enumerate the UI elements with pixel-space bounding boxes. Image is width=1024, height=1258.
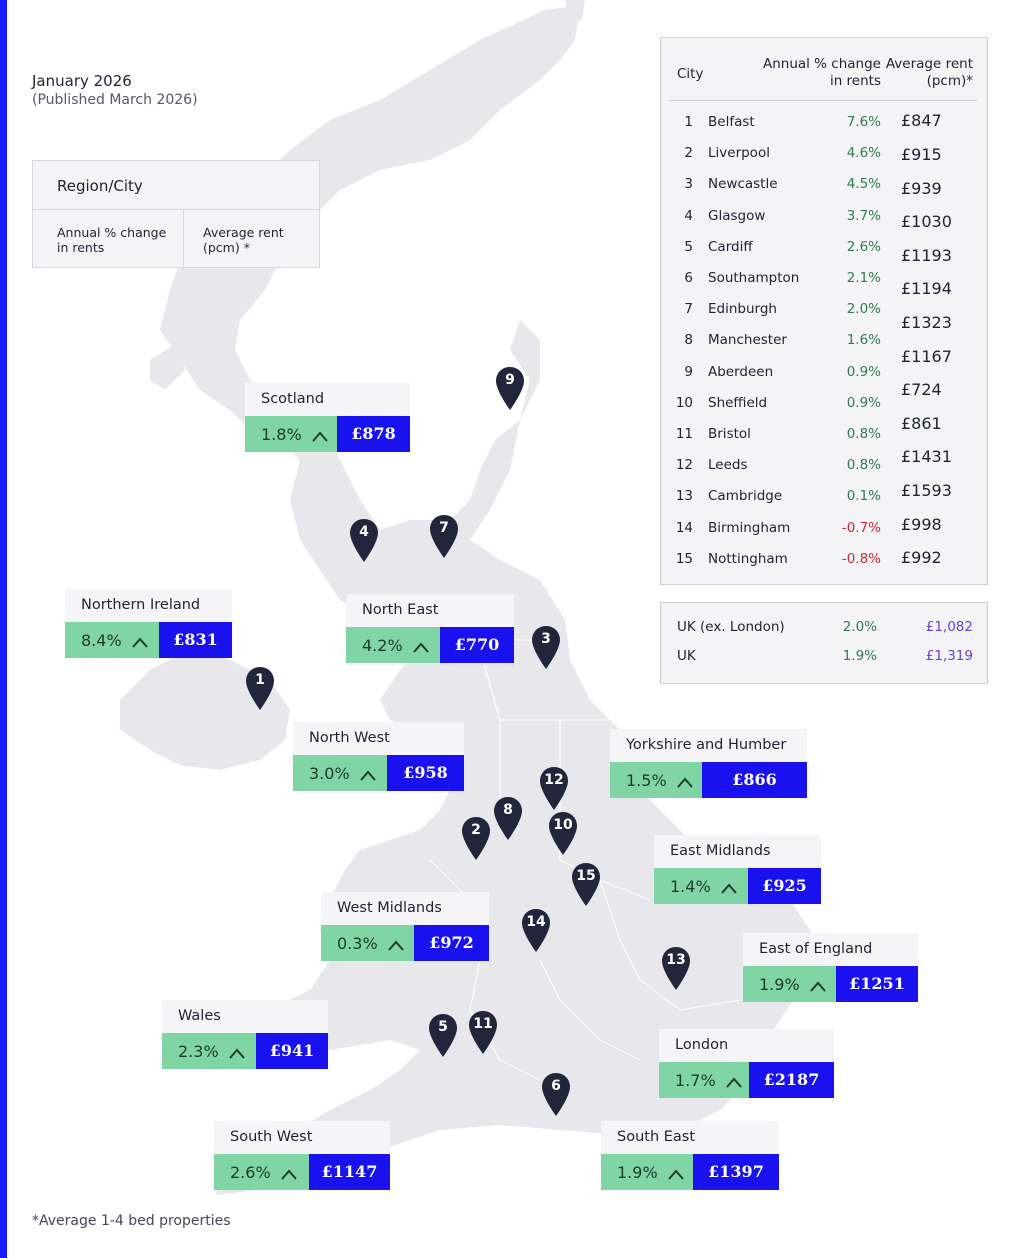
city-pin[interactable]	[538, 766, 570, 812]
city-change: 1.6%	[846, 332, 881, 349]
city-pin[interactable]	[460, 816, 492, 862]
city-change: 2.1%	[846, 270, 881, 286]
legend-annual-label: Annual % change in rents	[57, 225, 167, 255]
region-rent: £770	[440, 627, 514, 663]
city-rank: 1	[684, 114, 693, 130]
region-change	[293, 755, 387, 791]
region-change-value: 3.0%	[309, 764, 350, 783]
region-change-value: 1.7%	[675, 1071, 716, 1090]
uk-summary-row	[661, 648, 987, 672]
region-name: Yorkshire and Humber	[610, 729, 807, 762]
region-change-value: 0.3%	[337, 934, 378, 953]
pin-number: 13	[666, 952, 686, 968]
pin-number: 6	[551, 1078, 561, 1094]
region-rent: £1147	[309, 1154, 390, 1190]
city-rank: 12	[675, 457, 693, 474]
city-rank: 11	[675, 426, 693, 442]
pin-number: 4	[359, 524, 369, 540]
region-rent: £2187	[749, 1062, 834, 1098]
city-table-header	[661, 38, 987, 102]
legend-divider	[183, 209, 184, 269]
region-change	[601, 1154, 693, 1190]
city-table	[660, 37, 988, 585]
city-rent: £1030	[901, 212, 952, 231]
city-pin[interactable]	[547, 811, 579, 857]
city-rank: 10	[675, 394, 693, 411]
city-name: Leeds	[708, 457, 748, 474]
region-change	[321, 925, 414, 961]
up-arrow-icon	[677, 773, 693, 792]
city-rent: £915	[901, 145, 942, 164]
up-arrow-icon	[229, 1044, 245, 1063]
city-rent: £1193	[901, 246, 952, 265]
up-arrow-icon	[413, 638, 429, 657]
pin-number: 8	[503, 802, 513, 818]
city-rank: 6	[684, 270, 693, 286]
region-name: West Midlands	[321, 892, 489, 925]
city-change: -0.8%	[841, 550, 881, 567]
city-change: 4.5%	[846, 176, 881, 193]
region-name: Scotland	[245, 383, 410, 416]
region-rent: £831	[159, 622, 232, 658]
region-change	[214, 1154, 309, 1190]
city-rent: £992	[901, 548, 942, 567]
region-name: South East	[601, 1121, 779, 1154]
region-change	[743, 966, 836, 1002]
region-change	[65, 622, 159, 658]
col-city-header: City	[677, 66, 704, 82]
city-pin[interactable]	[520, 908, 552, 954]
city-rent: £724	[901, 380, 942, 399]
pin-number: 11	[473, 1016, 493, 1032]
city-rank: 4	[684, 207, 693, 224]
region-change-value: 1.4%	[670, 877, 711, 896]
region-name: North East	[346, 594, 514, 627]
region-name: East Midlands	[654, 835, 821, 868]
city-rank: 2	[684, 145, 693, 162]
up-arrow-icon	[721, 879, 737, 898]
region-change	[659, 1062, 749, 1098]
pin-number: 2	[471, 822, 481, 838]
city-rank: 15	[675, 550, 693, 567]
city-rank: 3	[684, 176, 693, 193]
table-divider	[669, 100, 977, 101]
city-rent: £1194	[901, 279, 952, 298]
region-name: North West	[293, 722, 464, 755]
city-pin[interactable]	[244, 666, 276, 712]
region-change-value: 1.9%	[617, 1163, 658, 1182]
city-name: Bristol	[708, 426, 751, 442]
city-change: 4.6%	[846, 145, 881, 162]
city-rent: £1593	[901, 481, 952, 500]
region-rent: £866	[702, 762, 807, 798]
city-rent: £998	[901, 515, 942, 534]
city-name: Aberdeen	[708, 363, 774, 380]
legend-title: Region/City	[57, 177, 143, 195]
city-name: Nottingham	[708, 550, 788, 567]
uk-summary-rent: £1,082	[925, 619, 973, 635]
city-name: Belfast	[708, 114, 755, 130]
region-change	[245, 416, 337, 452]
pin-number: 9	[505, 372, 515, 388]
city-rent: £939	[901, 179, 942, 198]
region-change	[610, 762, 702, 798]
region-change	[346, 627, 440, 663]
region-change	[654, 868, 748, 904]
city-pin[interactable]	[660, 946, 692, 992]
region-change	[162, 1033, 256, 1069]
uk-summary-name: UK	[677, 648, 696, 664]
pin-number: 12	[544, 772, 564, 788]
city-rent: £1323	[901, 313, 952, 332]
city-name: Cardiff	[708, 238, 753, 255]
region-rent: £972	[414, 925, 489, 961]
legend-box	[32, 160, 320, 268]
pin-number: 3	[541, 631, 551, 647]
pin-number: 1	[255, 672, 265, 688]
up-arrow-icon	[810, 977, 826, 996]
city-name: Edinburgh	[708, 301, 777, 318]
city-pin[interactable]	[428, 514, 460, 560]
region-rent: £1397	[693, 1154, 779, 1190]
city-name: Liverpool	[708, 145, 770, 162]
uk-summary-name: UK (ex. London)	[677, 619, 785, 635]
uk-summary-change: 1.9%	[842, 648, 877, 664]
region-change-value: 1.8%	[261, 425, 302, 444]
uk-summary-box	[660, 602, 988, 684]
legend-rent-label: Average rent (pcm) *	[203, 225, 284, 255]
city-change: 0.8%	[846, 457, 881, 474]
city-name: Glasgow	[708, 207, 766, 224]
city-rank: 8	[684, 332, 693, 349]
city-rank: 5	[684, 238, 693, 255]
region-change-value: 4.2%	[362, 636, 403, 655]
city-name: Newcastle	[708, 176, 778, 193]
region-change-value: 1.5%	[626, 771, 667, 790]
region-name: East of England	[743, 933, 918, 966]
up-arrow-icon	[726, 1073, 742, 1092]
pin-number: 15	[576, 868, 596, 884]
city-change: 0.9%	[846, 363, 881, 380]
city-pin[interactable]	[348, 518, 380, 564]
up-arrow-icon	[281, 1165, 297, 1184]
region-rent: £878	[337, 416, 410, 452]
city-change: 7.6%	[846, 114, 881, 130]
city-name: Cambridge	[708, 488, 783, 505]
city-name: Sheffield	[708, 394, 768, 411]
city-change: 2.6%	[846, 238, 881, 255]
col-rent-header: Average rent (pcm)*	[885, 56, 973, 89]
region-rent: £925	[748, 868, 821, 904]
report-date: January 2026	[32, 72, 132, 90]
city-rent: £861	[901, 414, 942, 433]
region-name: Northern Ireland	[65, 589, 232, 622]
city-rank: 14	[675, 519, 693, 536]
up-arrow-icon	[312, 427, 328, 446]
footnote: *Average 1-4 bed properties	[32, 1213, 231, 1229]
city-change: 0.1%	[846, 488, 881, 505]
city-pin[interactable]	[530, 625, 562, 671]
region-name: Wales	[162, 1000, 328, 1033]
city-pin[interactable]	[467, 1010, 499, 1056]
legend-divider	[33, 209, 319, 210]
region-name: South West	[214, 1121, 390, 1154]
pin-number: 10	[553, 817, 573, 833]
city-rank: 7	[684, 301, 693, 318]
city-pin[interactable]	[540, 1072, 572, 1118]
city-rank: 9	[684, 363, 693, 380]
city-change: -0.7%	[841, 519, 881, 536]
city-rent: £1431	[901, 447, 952, 466]
published-date: (Published March 2026)	[32, 92, 198, 108]
uk-summary-row	[661, 619, 987, 643]
col-change-header: Annual % change in rents	[762, 56, 881, 89]
uk-summary-rent: £1,319	[925, 648, 973, 664]
region-change-value: 1.9%	[759, 975, 800, 994]
pin-number: 7	[439, 520, 449, 536]
city-rent: £847	[901, 111, 942, 130]
city-change: 2.0%	[846, 301, 881, 318]
uk-summary-change: 2.0%	[842, 619, 877, 635]
city-name: Manchester	[708, 332, 787, 349]
region-rent: £1251	[836, 966, 918, 1002]
city-name: Southampton	[708, 270, 800, 286]
up-arrow-icon	[132, 633, 148, 652]
up-arrow-icon	[388, 936, 404, 955]
pin-number: 5	[438, 1019, 448, 1035]
city-change: 0.8%	[846, 426, 881, 442]
region-name: London	[659, 1029, 834, 1062]
city-pin[interactable]	[494, 366, 526, 412]
region-change-value: 2.6%	[230, 1163, 271, 1182]
region-change-value: 2.3%	[178, 1042, 219, 1061]
city-change: 0.9%	[846, 394, 881, 411]
region-rent: £958	[387, 755, 464, 791]
city-change: 3.7%	[846, 207, 881, 224]
up-arrow-icon	[668, 1165, 684, 1184]
region-rent: £941	[256, 1033, 328, 1069]
city-pin[interactable]	[427, 1013, 459, 1059]
pin-number: 14	[526, 914, 546, 930]
region-change-value: 8.4%	[81, 631, 122, 650]
city-name: Birmingham	[708, 519, 791, 536]
city-rank: 13	[675, 488, 693, 505]
city-rent: £1167	[901, 347, 952, 366]
city-pin[interactable]	[570, 862, 602, 908]
up-arrow-icon	[360, 766, 376, 785]
city-pin[interactable]	[492, 796, 524, 842]
